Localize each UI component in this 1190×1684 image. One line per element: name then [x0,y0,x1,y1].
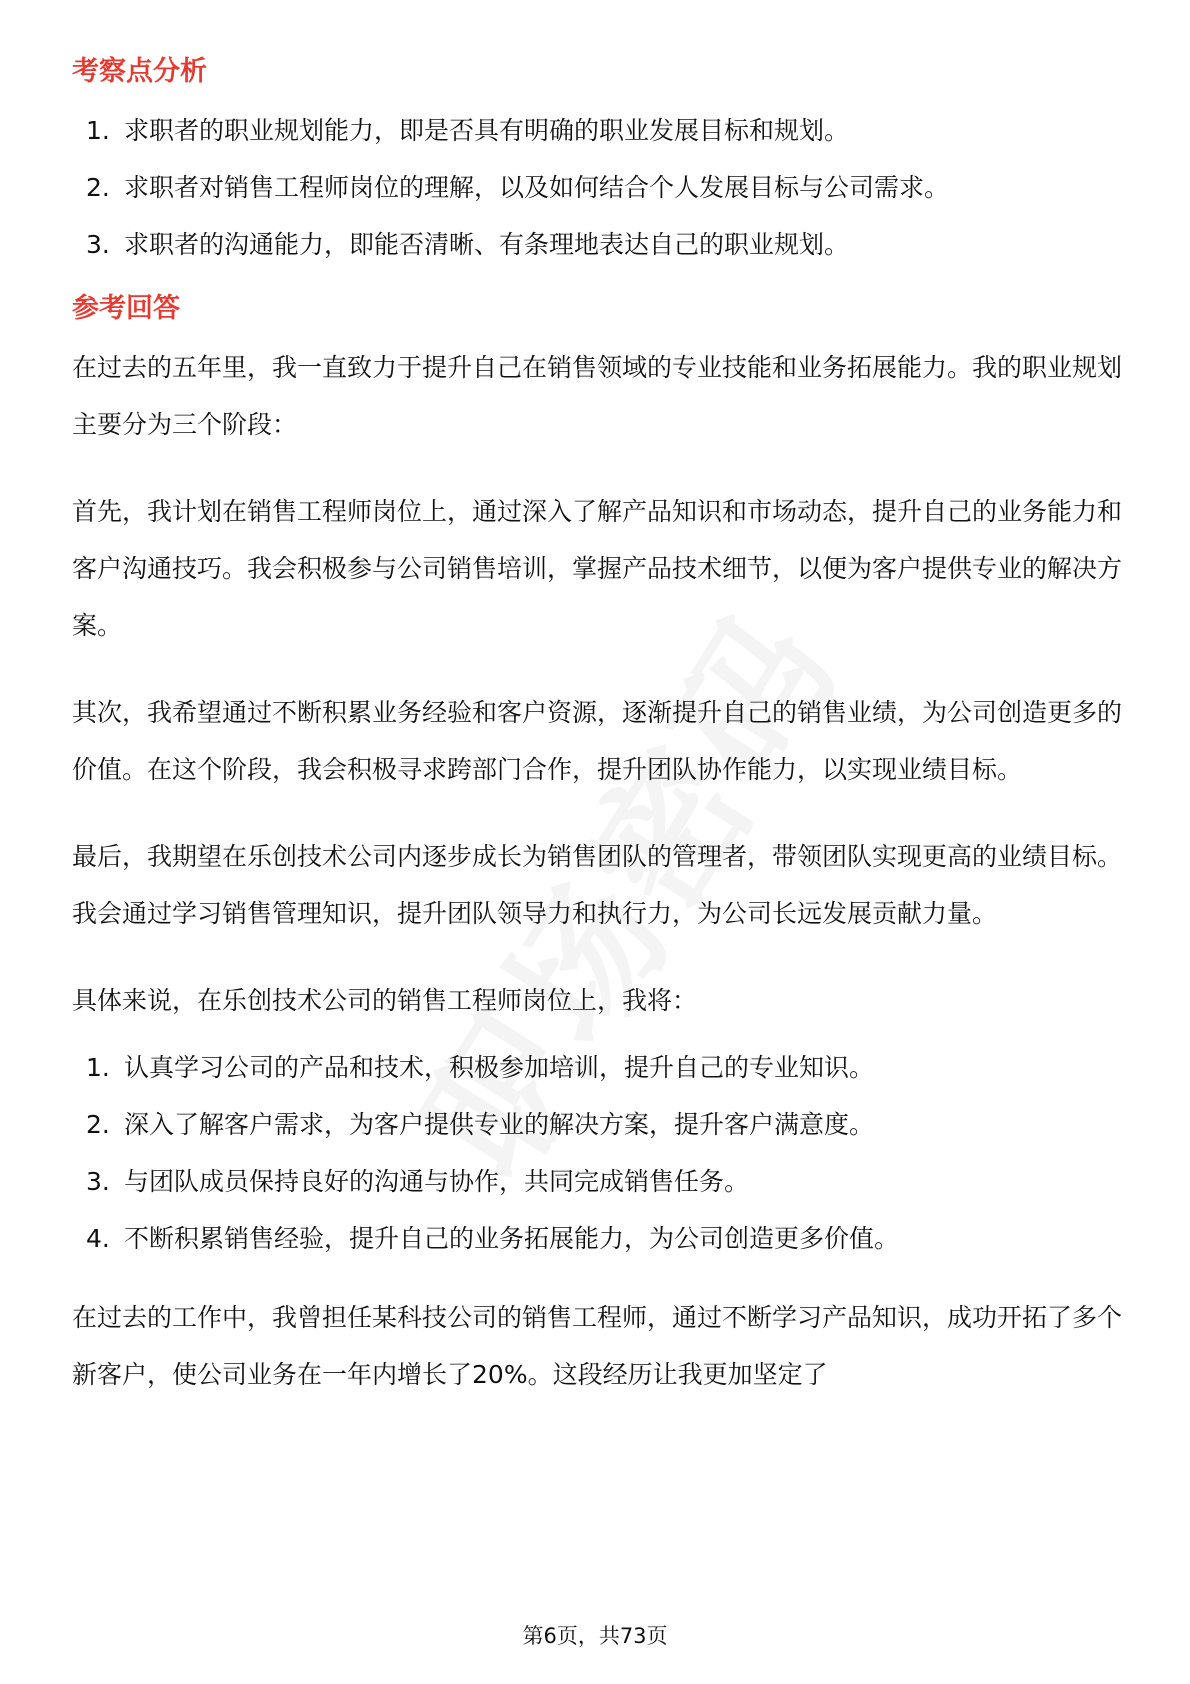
paragraph: 最后，我期望在乐创技术公司内逐步成长为销售团队的管理者，带领团队实现更高的业绩目标。我会通过学习销售管理知识，提升团队领导力和执行力，为公司长远发展贡献力量。 [72,842,1123,928]
list-item [72,216,1122,273]
paragraph: 在过去的五年里，我一直致力于提升自己在销售领域的专业技能和业务拓展能力。我的职业规划主要分为三个阶段： [72,353,1123,439]
list-item [72,159,1122,216]
list-number: 2. [86,1110,110,1139]
analysis-list [72,102,1122,273]
list-item [72,102,1122,159]
list-item-text: 求职者对销售工程师岗位的理解，以及如何结合个人发展目标与公司需求。 [124,173,950,202]
list-number: 1. [86,116,110,145]
list-number: 3. [86,1167,110,1196]
closing-paragraph: 在过去的工作中，我曾担任某科技公司的销售工程师，通过不断学习产品知识，成功开拓了多个新客户，使公司业务在一年内增长了20%。这段经历让我更加坚定了 [72,1303,1123,1389]
list-number: 4. [86,1224,110,1253]
list-item [72,1153,1122,1210]
list-item-text: 与团队成员保持良好的沟通与协作，共同完成销售任务。 [124,1167,750,1196]
list-item-text: 不断积累销售经验，提升自己的业务拓展能力，为公司创造更多价值。 [124,1224,900,1253]
list-item-text: 求职者的职业规划能力，即是否具有明确的职业发展目标和规划。 [124,116,850,145]
paragraph: 其次，我希望通过不断积累业务经验和客户资源，逐渐提升自己的销售业绩，为公司创造更多的价值。在这个阶段，我会积极寻求跨部门合作，提升团队协作能力，以实现业绩目标。 [72,698,1123,784]
list-item [72,1039,1122,1096]
plan-list [72,1039,1122,1267]
list-item-text: 求职者的沟通能力，即能否清晰、有条理地表达自己的职业规划。 [124,230,850,259]
list-number: 1. [86,1053,110,1082]
document-body [72,42,1122,1433]
paragraph: 首先，我计划在销售工程师岗位上，通过深入了解产品知识和市场动态，提升自己的业务能力和客户沟通技巧。我会积极参与公司销售培训，掌握产品技术细节，以便为客户提供专业的解决方案。 [72,497,1123,640]
page-number: 第6页，共73页 [522,1624,668,1648]
paragraph: 具体来说，在乐创技术公司的销售工程师岗位上，我将： [72,986,698,1015]
list-item-text: 深入了解客户需求，为客户提供专业的解决方案，提升客户满意度。 [124,1110,875,1139]
list-number: 2. [86,173,110,202]
analysis-heading: 考察点分析 [72,56,207,87]
answer-heading: 参考回答 [72,293,180,324]
list-item-text: 认真学习公司的产品和技术，积极参加培训，提升自己的专业知识。 [124,1053,875,1082]
list-item [72,1210,1122,1267]
list-number: 3. [86,230,110,259]
list-item [72,1096,1122,1153]
